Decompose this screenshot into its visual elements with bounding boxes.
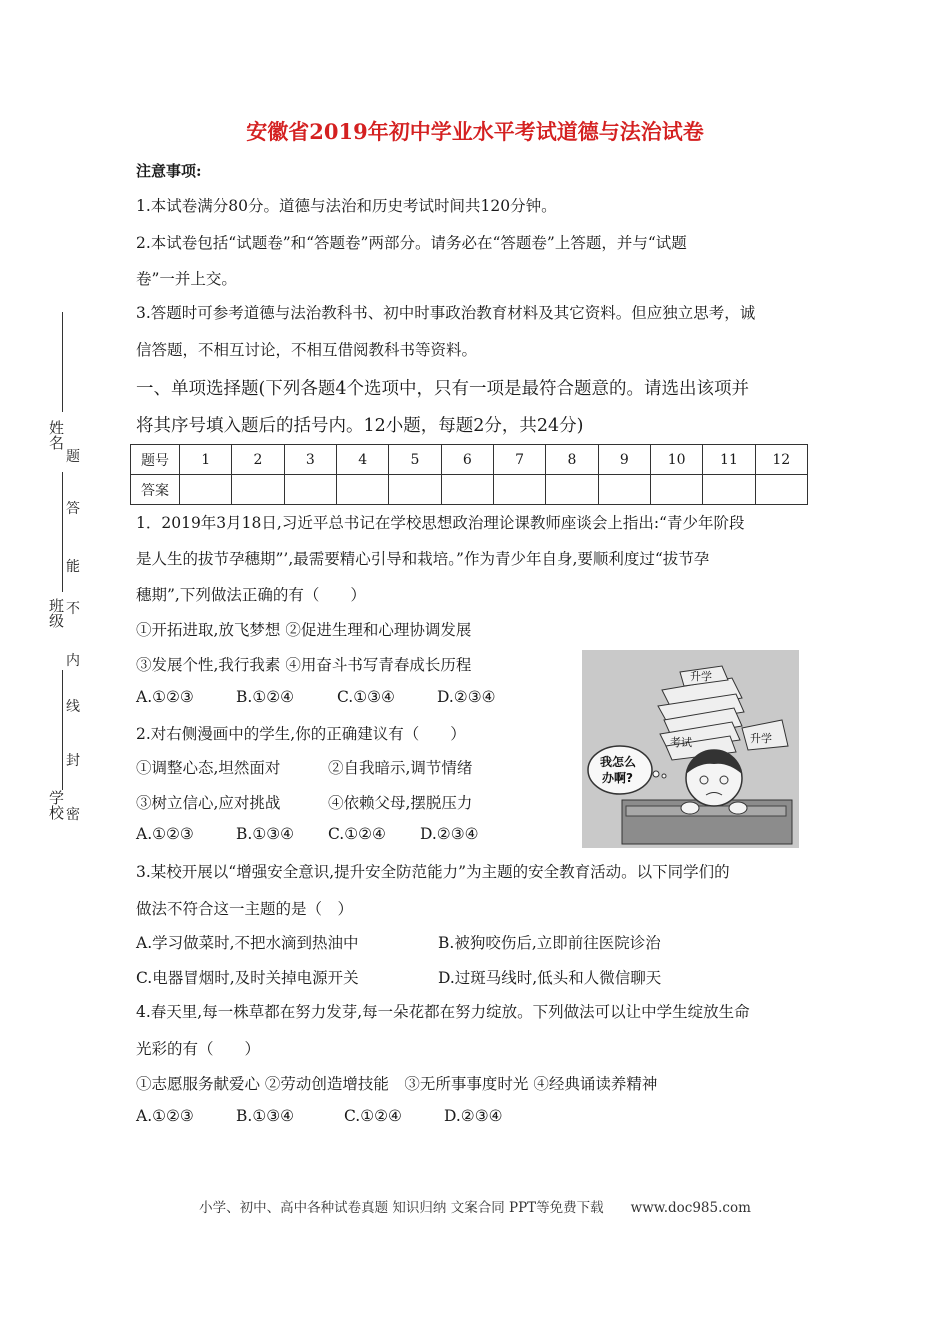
question-2-statement: ①调整心态,坦然面对 (136, 759, 281, 777)
page-title: 安徽省2019年初中学业水平考试道德与法治试卷 (246, 119, 704, 144)
seal-char: 答 (66, 501, 80, 517)
option-d[interactable]: D.②③④ (437, 688, 496, 706)
question-number: 2 (232, 445, 284, 475)
answer-table (130, 444, 808, 505)
seal-char: 内 (66, 653, 80, 669)
answer-cell[interactable] (598, 475, 650, 505)
answer-cell[interactable] (336, 475, 388, 505)
cartoon-student-image (582, 650, 799, 848)
class-line (62, 472, 63, 592)
question-number: 8 (546, 445, 598, 475)
question-1-statement: ③发展个性,我行我素 ④用奋斗书写青春成长历程 (136, 656, 472, 674)
question-1-text: 1．2019年3月18日,习近平总书记在学校思想政治理论课教师座谈会上指出:“青少年阶段 (136, 514, 745, 532)
section-heading: 一、单项选择题(下列各题4个选项中，只有一项是最符合题意的。请选出该项并 (136, 379, 749, 399)
answer-cell[interactable] (284, 475, 336, 505)
option-d[interactable]: D.②③④ (420, 825, 479, 843)
option-a[interactable]: A.①②③ (136, 1107, 194, 1125)
answer-cell[interactable] (441, 475, 493, 505)
option-c[interactable]: C.①②④ (344, 1107, 402, 1125)
question-1-text: 是人生的拔节孕穗期”’,最需要精心引导和栽培。”作为青少年自身,要顺利度过“拔节孕 (136, 550, 710, 568)
question-2-text: 2.对右侧漫画中的学生,你的正确建议有（ ） (136, 725, 466, 743)
school-label: 学校 (47, 790, 65, 820)
speech-line: 办啊? (602, 771, 633, 785)
question-2-statement: ③树立信心,应对挑战 (136, 794, 281, 812)
option-b[interactable]: B.①③④ (236, 825, 295, 843)
answer-cell[interactable] (232, 475, 284, 505)
option-b[interactable]: B.①②④ (236, 688, 295, 706)
question-number: 1 (180, 445, 232, 475)
question-number: 7 (493, 445, 545, 475)
answer-cell[interactable] (180, 475, 232, 505)
question-4-text: 光彩的有（ ） (136, 1040, 261, 1058)
question-number: 11 (703, 445, 755, 475)
question-number: 6 (441, 445, 493, 475)
option-c[interactable]: C.电器冒烟时,及时关掉电源开关 (136, 969, 359, 987)
book-top-label: 升学 (690, 670, 712, 683)
section-heading: 将其序号填入题后的括号内。12小题，每题2分，共24分) (136, 416, 584, 436)
question-2-statement: ②自我暗示,调节情绪 (328, 759, 473, 777)
row-label: 答案 (131, 475, 180, 505)
option-c[interactable]: C.①③④ (337, 688, 395, 706)
school-line (62, 670, 63, 790)
answer-cell[interactable] (755, 475, 807, 505)
footer-text: 小学、初中、高中各种试卷真题 知识归纳 文案合同 PPT等免费下载 www.doc985.com (199, 1200, 751, 1216)
question-number: 10 (650, 445, 702, 475)
option-a[interactable]: A.学习做菜时,不把水滴到热油中 (136, 934, 359, 952)
option-a[interactable]: A.①②③ (136, 825, 194, 843)
option-a[interactable]: A.①②③ (136, 688, 194, 706)
answer-cell[interactable] (703, 475, 755, 505)
question-1-statement: ①开拓进取,放飞梦想 ②促进生理和心理协调发展 (136, 621, 472, 639)
notice-line: 3.答题时可参考道德与法治教科书、初中时事政治教育材料及其它资料。但应独立思考，诚 (136, 304, 756, 322)
question-3-text: 3.某校开展以“增强安全意识,提升安全防范能力”为主题的安全教育活动。以下同学们的 (136, 863, 730, 881)
seal-char: 线 (66, 699, 80, 715)
question-3-text: 做法不符合这一主题的是（ ） (136, 900, 354, 918)
speech-line: 我怎么 (600, 755, 637, 769)
question-4-statement: ①志愿服务献爱心 ②劳动创造增技能 ③无所事事度时光 ④经典诵读养精神 (136, 1075, 658, 1093)
option-d[interactable]: D.过斑马线时,低头和人微信聊天 (438, 969, 662, 987)
notice-line: 卷”一并上交。 (136, 270, 237, 288)
option-b[interactable]: B.①③④ (236, 1107, 295, 1125)
row-label: 题号 (131, 445, 180, 475)
notice-heading: 注意事项: (136, 162, 202, 180)
name-label: 姓名 (47, 420, 65, 450)
question-number: 9 (598, 445, 650, 475)
book-label-left: 考试 (670, 736, 692, 749)
question-number: 5 (389, 445, 441, 475)
option-d[interactable]: D.②③④ (444, 1107, 503, 1125)
seal-char: 题 (66, 449, 80, 465)
question-number: 3 (284, 445, 336, 475)
question-1-text: 穗期”,下列做法正确的有（ ） (136, 586, 366, 604)
question-number: 12 (755, 445, 807, 475)
option-c[interactable]: C.①②④ (328, 825, 386, 843)
answer-cell[interactable] (650, 475, 702, 505)
book-label-right: 升学 (750, 732, 772, 745)
notice-line: 1.本试卷满分80分。道德与法治和历史考试时间共120分钟。 (136, 197, 557, 215)
answer-cell[interactable] (389, 475, 441, 505)
question-number: 4 (336, 445, 388, 475)
name-line (62, 312, 63, 412)
notice-line: 信答题，不相互讨论，不相互借阅教科书等资料。 (136, 341, 478, 359)
answer-cell[interactable] (493, 475, 545, 505)
question-2-statement: ④依赖父母,摆脱压力 (328, 794, 473, 812)
answer-cell[interactable] (546, 475, 598, 505)
seal-char: 能 (66, 559, 80, 575)
seal-char: 密 (66, 807, 80, 823)
class-label: 班级 (47, 598, 65, 628)
question-4-text: 4.春天里,每一株草都在努力发芽,每一朵花都在努力绽放。下列做法可以让中学生绽放生命 (136, 1003, 750, 1021)
option-b[interactable]: B.被狗咬伤后,立即前往医院诊治 (438, 934, 661, 952)
table-row (131, 475, 808, 505)
table-row (131, 445, 808, 475)
notice-line: 2.本试卷包括“试题卷”和“答题卷”两部分。请务必在“答题卷”上答题，并与“试题 (136, 234, 687, 252)
seal-char: 封 (66, 753, 80, 769)
seal-char: 不 (66, 601, 80, 617)
